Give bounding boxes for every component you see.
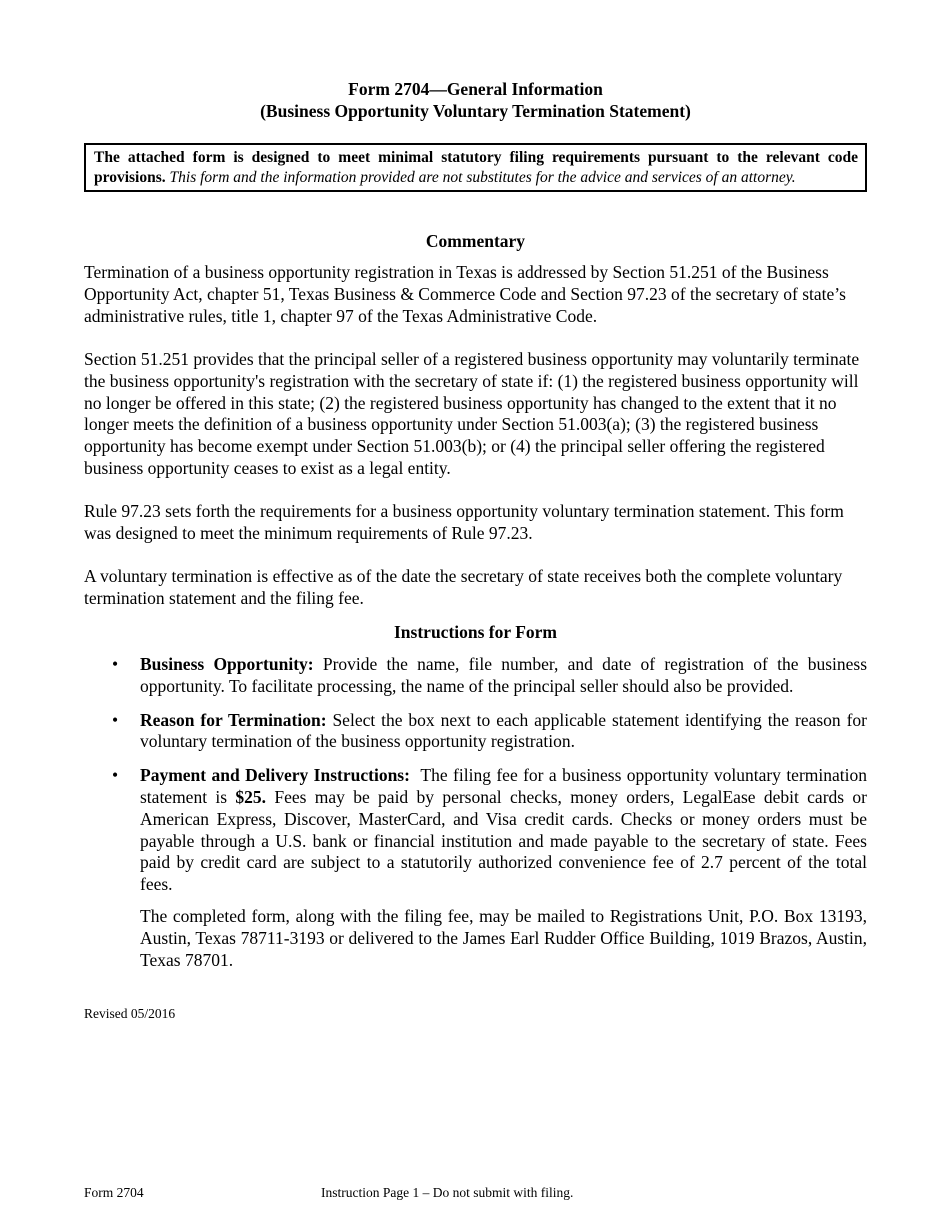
list-item (84, 765, 867, 971)
revised-date: Revised 05/2016 (84, 1006, 176, 1021)
commentary-heading: Commentary (425, 231, 526, 251)
form-title (84, 78, 867, 122)
list-item (84, 710, 867, 754)
footer-form-number: Form 2704 (84, 1185, 144, 1200)
item-text: Select the box next to each applicable statement identifying the reason for voluntary termination of the business opportunity registration. (140, 709, 867, 752)
disclaimer-italic-text: This form and the information provided are not substitutes for the advice and services of an attorney. (169, 169, 796, 186)
form-title-line-1: Form 2704—General Information (348, 79, 603, 99)
commentary-paragraph-2: Section 51.251 provides that the principal seller of a registered business opportunity may voluntarily terminate the business opportunity's registration with the secretary of state if: (1) the registered business opportunity will no longer be offered in this state; (2) the registered business opportunity has changed to the extent that it no longer meets the definition of a business opportunity under Section 51.003(a); (3) the registered business opportunity has become exempt under Section 51.003(b); or (4) the principal seller offering the registered business opportunity ceases to exist as a legal entity. (84, 349, 860, 478)
item-text: Provide the name, file number, and date of registration of the business opportunity. To facilitate processing, the name of the principal seller should also be provided. (140, 654, 868, 696)
bullet-icon: • (112, 765, 119, 786)
filing-fee-amount: $25. (235, 786, 267, 807)
list-item (84, 654, 867, 698)
item-text-after: Fees may be paid by personal checks, money orders, LegalEase debit cards or American Express, Discover, MasterCard, and Visa credit cards. Checks or money orders must be payable through a U.S. bank or financial institution and made payable to the secretary of state. Fees paid by credit card are subject to a statutorily authorized convenience fee of 2.7 percent of the total fees. (140, 786, 867, 895)
commentary-paragraph-1: Termination of a business opportunity registration in Texas is addressed by Section 51.251 of the Business Opportunity Act, chapter 51, Texas Business & Commerce Code and Section 97.23 of the secretary of state’s administrative rules, title 1, chapter 97 of the Texas Administrative Code. (84, 262, 846, 326)
footer-page-note: Instruction Page 1 – Do not submit with filing. (321, 1185, 574, 1200)
delivery-paragraph: The completed form, along with the filing fee, may be mailed to Registrations Unit, P.O. Box 13193, Austin, Texas 78711-3193 or delivered to the James Earl Rudder Office Building, 1019 Brazos, Austin, Texas 78701. (140, 905, 867, 970)
item-label: Business Opportunity: (140, 654, 314, 674)
item-text-before: The filing fee for a business opportunity voluntary termination statement is (140, 765, 867, 807)
item-label: Reason for Termination: (140, 709, 327, 730)
commentary-paragraph-4: A voluntary termination is effective as of the date the secretary of state receives both the complete voluntary termination statement and the filing fee. (84, 566, 843, 608)
bullet-icon: • (112, 709, 119, 730)
bullet-icon: • (112, 654, 119, 674)
disclaimer-box (84, 143, 867, 192)
disclaimer-bold-text: The attached form is designed to meet minimal statutory filing requirements pursuant to the relevant code provisions. (94, 149, 858, 186)
commentary-paragraph-3: Rule 97.23 sets forth the requirements for a business opportunity voluntary termination statement. This form was designed to meet the minimum requirements of Rule 97.23. (84, 501, 844, 543)
form-title-line-2: (Business Opportunity Voluntary Termination Statement) (260, 101, 691, 121)
item-label: Payment and Delivery Instructions: (140, 765, 410, 786)
instructions-heading: Instructions for Form (394, 622, 557, 642)
instructions-list (84, 654, 867, 971)
